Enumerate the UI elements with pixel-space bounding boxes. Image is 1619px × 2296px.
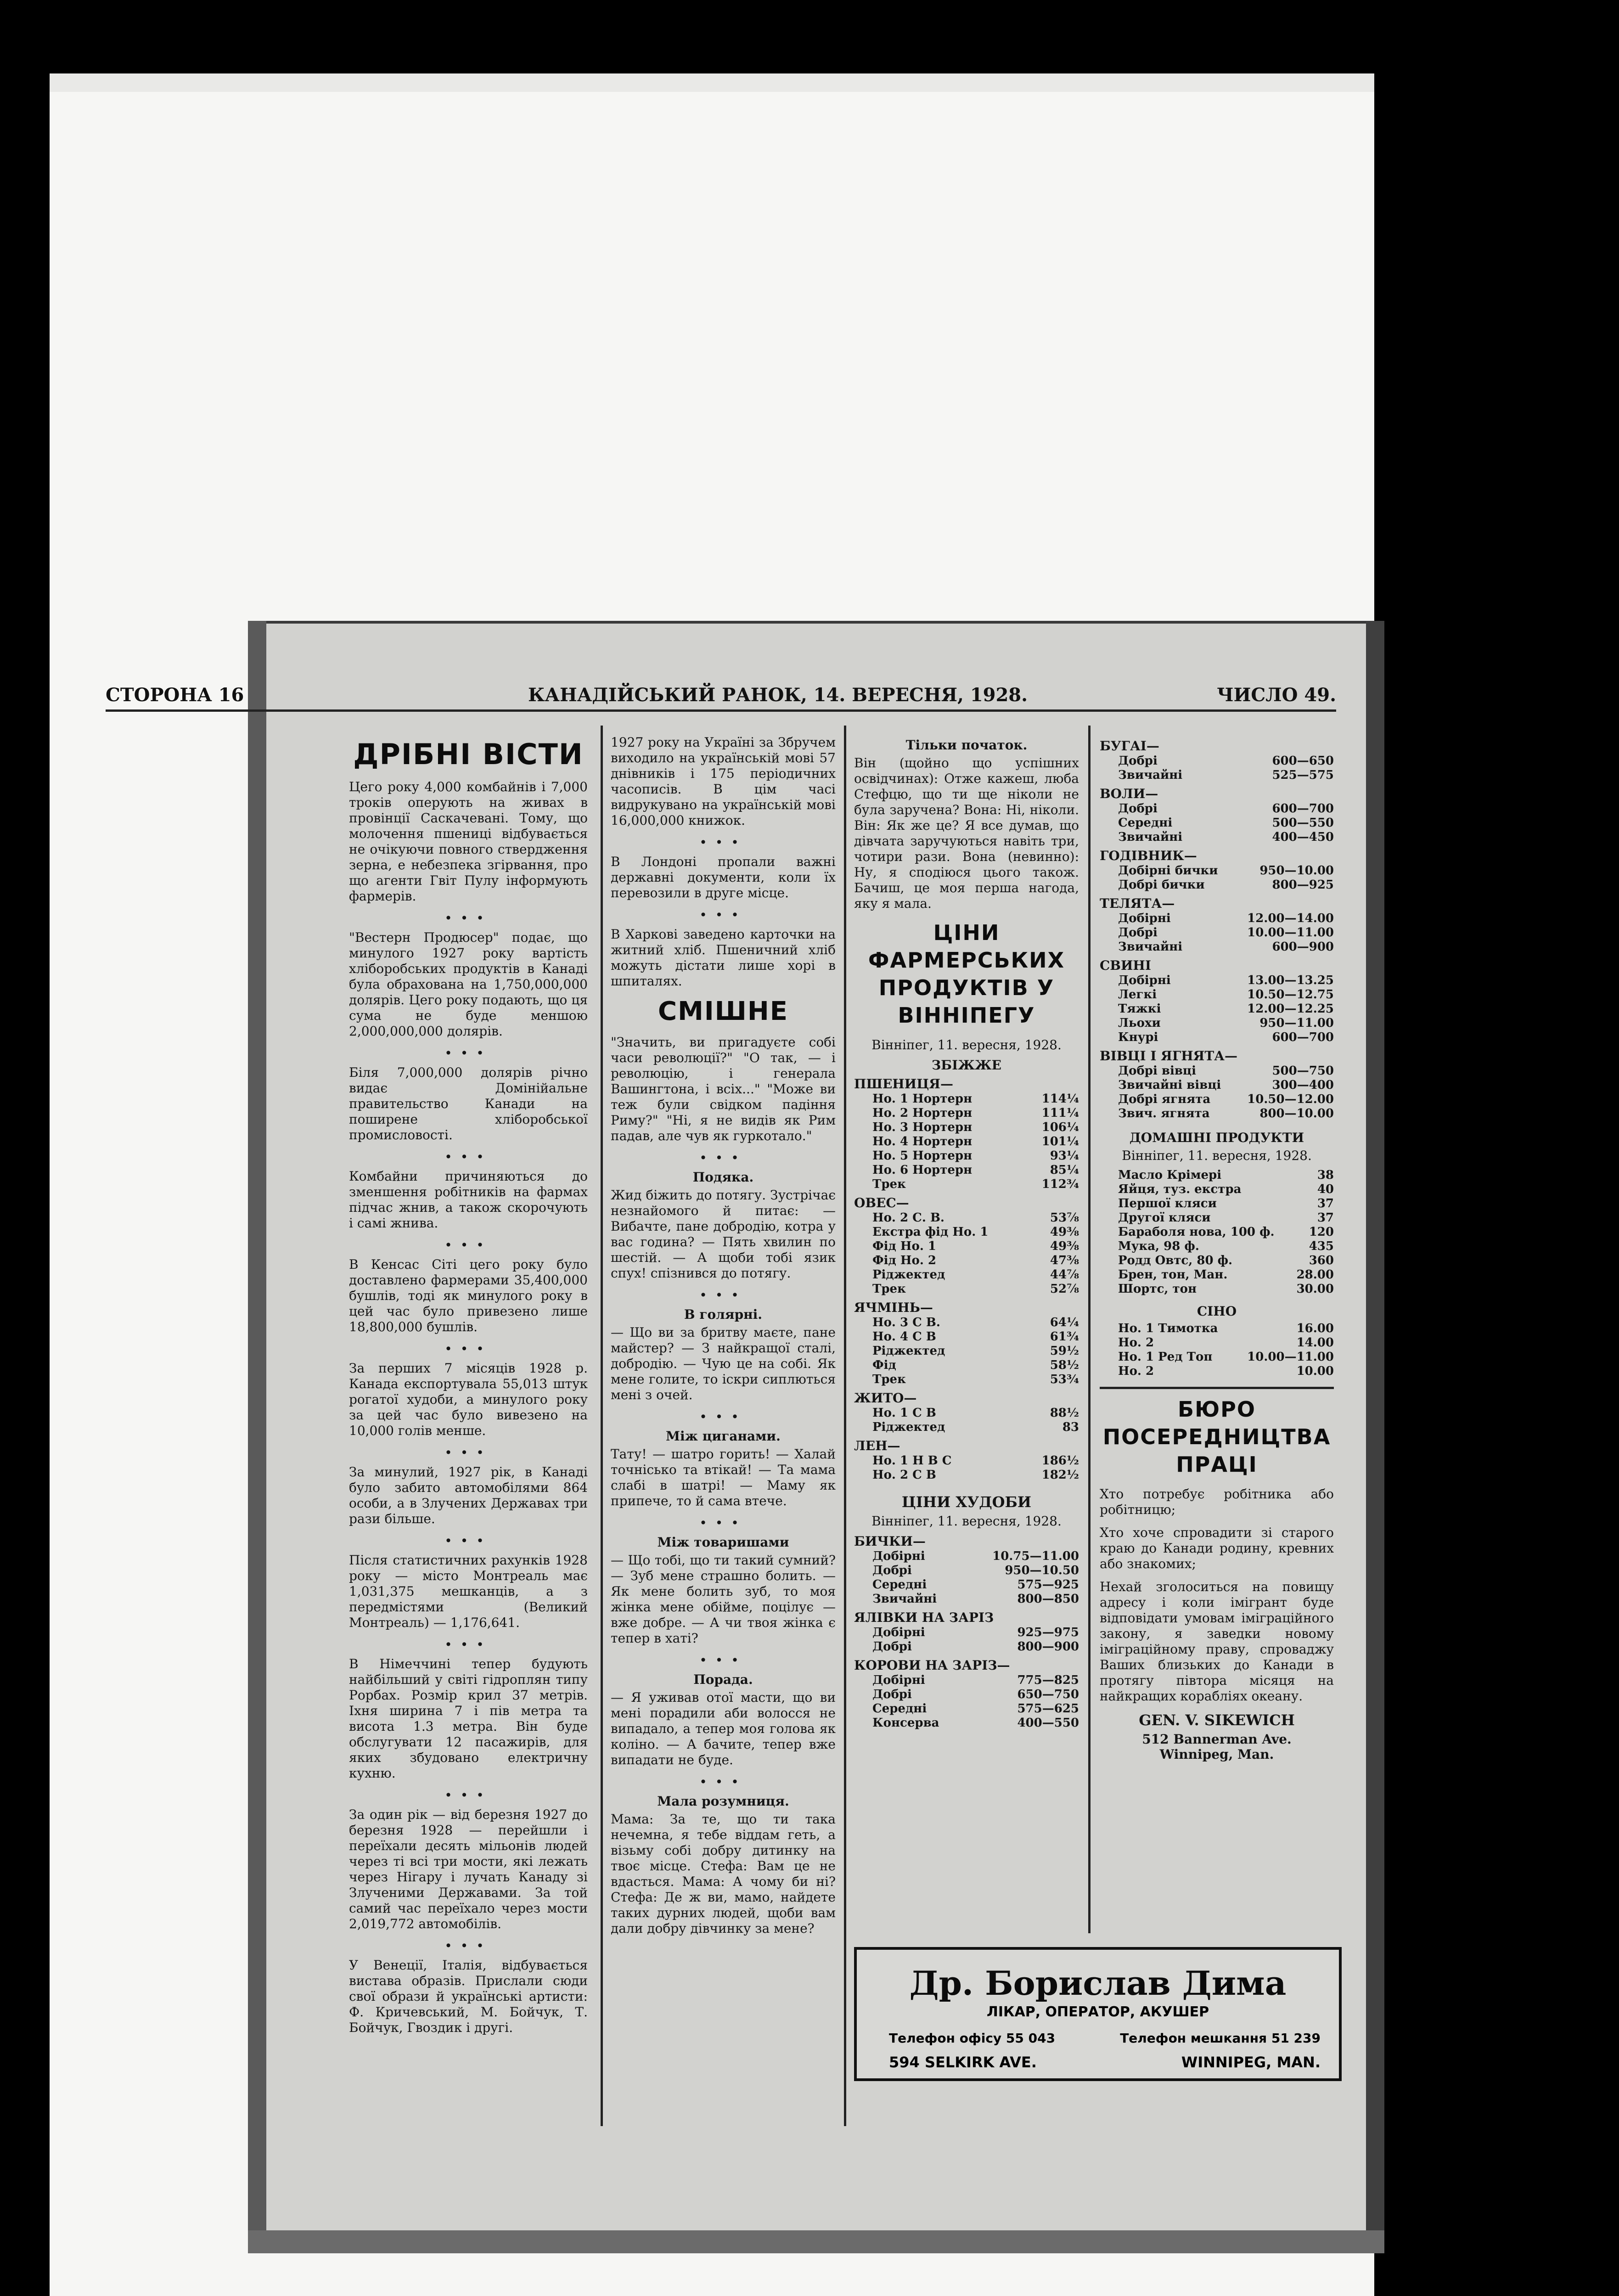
price-row xyxy=(1100,1197,1334,1211)
separator: ••• xyxy=(444,1637,492,1652)
news-item: В Харкові заведено карточки на житний хліб. Пшеничний хліб можуть дістати лише хорі в шпиталях. xyxy=(611,927,836,989)
price-row xyxy=(854,1420,1079,1435)
price-row xyxy=(854,1406,1079,1420)
price-item: Ріджектед xyxy=(872,1420,945,1434)
price-row xyxy=(1100,1282,1334,1296)
price-value: 47⅜ xyxy=(1050,1254,1079,1267)
price-row xyxy=(1100,1225,1334,1239)
price-row xyxy=(854,1344,1079,1358)
price-value: 30.00 xyxy=(1296,1282,1334,1296)
separator: ••• xyxy=(699,1774,747,1790)
price-value: 49⅜ xyxy=(1050,1239,1079,1253)
price-value: 10.75—11.00 xyxy=(992,1549,1079,1563)
signature-address: 512 Bannerman Ave. xyxy=(1142,1732,1292,1747)
grain-prices xyxy=(854,1076,1079,1482)
price-value: 37 xyxy=(1317,1211,1334,1225)
price-item: Но. 1 Тимотка xyxy=(1118,1322,1218,1335)
price-row xyxy=(854,1177,1079,1192)
price-item: Добрі вівці xyxy=(1118,1064,1197,1078)
newspaper-title: КАНАДІЙСЬКИЙ РАНОК, 14. ВЕРЕСНЯ, 1928. xyxy=(528,684,1028,706)
price-value: 525—575 xyxy=(1272,768,1334,782)
signature-city: Winnipeg, Man. xyxy=(1159,1747,1274,1762)
price-value: 925—975 xyxy=(1017,1626,1079,1639)
price-category: ОВЕС— xyxy=(854,1195,909,1210)
masthead-rule xyxy=(106,709,1336,712)
price-item: Но. 1 С В xyxy=(872,1406,936,1420)
news-item: За перших 7 місяців 1928 р. Канада експортувала 55,013 штук рогатої худоби, а минулого року за цей час було вивезено на 10,000 голів менше. xyxy=(349,1361,588,1438)
price-item: Мука, 98 ф. xyxy=(1118,1239,1199,1253)
price-item: Трек xyxy=(872,1373,906,1386)
price-item: Звичайні xyxy=(872,1592,937,1606)
price-value: 49⅜ xyxy=(1050,1225,1079,1239)
page-shadow-right xyxy=(1366,621,1384,2253)
price-item: Добрі xyxy=(872,1688,912,1701)
price-row xyxy=(854,1688,1079,1702)
price-value: 93¼ xyxy=(1050,1149,1079,1163)
price-row xyxy=(1100,1336,1334,1350)
price-item: Тяжкі xyxy=(1118,1002,1161,1016)
separator: ••• xyxy=(444,911,492,926)
price-row xyxy=(1100,974,1334,988)
price-item: Консерва xyxy=(872,1716,939,1730)
price-row xyxy=(854,1282,1079,1296)
joke-text: Тату! — шатро горить! — Халай точнісько та втікай! — Та мама слабі в шатрі! — Маму як припече, то й сама втече. xyxy=(611,1446,836,1508)
price-row xyxy=(854,1640,1079,1654)
price-category: ЛЕН— xyxy=(854,1438,900,1453)
price-category: ВОЛИ— xyxy=(1100,786,1158,801)
price-value: 775—825 xyxy=(1017,1673,1079,1687)
price-row xyxy=(854,1225,1079,1239)
news-item: Цего року 4,000 комбайнів і 7,000 троків оперують на живах в провінції Саскачевані. Тому, що молочення пшениці відбувається не очікуючи повного ствердження зерна, е небезпека згірвання, про що агенти Гвіт Пулу інформують фармерів. xyxy=(349,779,588,904)
heading-funny: СМІШНЕ xyxy=(658,996,788,1026)
price-value: 64¼ xyxy=(1050,1316,1079,1329)
price-row xyxy=(1100,1016,1334,1030)
cattle-title: ЦІНИ ХУДОБИ xyxy=(901,1493,1032,1511)
joke-title: Тільки початок. xyxy=(905,737,1028,753)
price-item: Но. 2 С В xyxy=(872,1468,936,1482)
price-value: 37 xyxy=(1317,1197,1334,1210)
price-item: Брен, тон, Ман. xyxy=(1118,1268,1228,1282)
column-farm-prices xyxy=(854,735,1079,1730)
price-value: 600—700 xyxy=(1272,1030,1334,1044)
price-value: 10.50—12.75 xyxy=(1247,988,1334,1002)
price-item: Добрі xyxy=(1118,926,1158,940)
price-row xyxy=(854,1454,1079,1468)
bureau-text: Нехай зголоситься на повищу адресу і коли імігрант буде відповідати умовам іміграційного закону, я заведки новому іміграційному праву, спроваджу Ваших близьких до Канади в протягу півтора місяця на найкращих корабліях океану. xyxy=(1100,1579,1334,1704)
price-value: 650—750 xyxy=(1017,1688,1079,1701)
home-products-title: ДОМАШНІ ПРОДУКТИ xyxy=(1129,1130,1304,1145)
price-value: 400—550 xyxy=(1017,1716,1079,1730)
price-value: 59½ xyxy=(1050,1344,1079,1358)
column-news-and-jokes xyxy=(611,735,836,1944)
price-item: Добрі бички xyxy=(1118,878,1205,892)
price-item: Ріджектед xyxy=(872,1268,945,1282)
joke-title: Між циганами. xyxy=(666,1429,781,1444)
price-value: 600—650 xyxy=(1272,754,1334,768)
news-item: В Німеччині тепер будують найбільший у світі гідроплян типу Рорбах. Розмір крил 37 метрів. Іхня ширина 7 і пів метра та висота 1.3 метра. Він буде обслугувати 12 пасажирів, для яких збудовано електричну кухню. xyxy=(349,1656,588,1781)
price-value: 10.00—11.00 xyxy=(1247,926,1334,940)
price-item: Родд Овтс, 80 ф. xyxy=(1118,1254,1233,1267)
price-row xyxy=(854,1578,1079,1592)
hay-title: СІНО xyxy=(1197,1304,1237,1319)
joke-title: Між товаришами xyxy=(657,1535,789,1550)
price-item: Першої кляси xyxy=(1118,1197,1217,1210)
home-product-prices xyxy=(1100,1168,1334,1296)
price-value: 10.50—12.00 xyxy=(1247,1092,1334,1106)
price-row xyxy=(1100,802,1334,816)
hay-prices xyxy=(1100,1322,1334,1379)
price-item: Трек xyxy=(872,1177,906,1191)
separator: ••• xyxy=(699,1653,747,1668)
price-item: Шортс, тон xyxy=(1118,1282,1197,1296)
joke-title: Мала розумниця. xyxy=(657,1794,789,1809)
price-item: Но. 1 Ред Топ xyxy=(1118,1350,1213,1364)
price-value: 28.00 xyxy=(1296,1268,1334,1282)
price-value: 83 xyxy=(1062,1420,1079,1434)
price-item: Но. 5 Нортерн xyxy=(872,1149,973,1163)
price-row xyxy=(854,1716,1079,1730)
price-value: 16.00 xyxy=(1296,1322,1334,1335)
price-item: Но. 2 С. В. xyxy=(872,1211,944,1225)
price-item: Льохи xyxy=(1118,1016,1161,1030)
price-category: ГОДІВНИК— xyxy=(1100,848,1197,863)
column-small-news xyxy=(349,735,588,2043)
joke-text: — Я уживав отої масти, що ви мені порадили аби волосся не випадало, а тепер моя голова як коліно. — А бачите, тепер вже випадати не буде. xyxy=(611,1690,836,1767)
news-item: У Венеції, Італія, відбувається вистава образів. Прислали сюди свої образи й українські артисти: Ф. Кричевський, М. Бойчук, Т. Бойчук, Гвоздик і другі. xyxy=(349,1958,588,2035)
column-rule-3 xyxy=(1088,726,1091,1933)
price-category: КОРОВИ НА ЗАРІЗ— xyxy=(854,1658,1010,1673)
price-item: Фід xyxy=(872,1358,896,1372)
price-item: Яйця, туз. екстра xyxy=(1118,1182,1242,1196)
price-value: 360 xyxy=(1309,1254,1334,1267)
bureau-text: Хто хоче спровадити зі старого краю до Канади родину, кревних або знакомих; xyxy=(1100,1525,1334,1571)
price-value: 500—550 xyxy=(1272,816,1334,830)
price-row xyxy=(1100,1239,1334,1254)
price-value: 14.00 xyxy=(1296,1336,1334,1350)
price-item: Другої кляси xyxy=(1118,1211,1211,1225)
price-row xyxy=(1100,1350,1334,1364)
price-value: 53¾ xyxy=(1050,1373,1079,1386)
price-value: 800—850 xyxy=(1017,1592,1079,1606)
separator: ••• xyxy=(444,1445,492,1460)
price-item: Но. 3 С В. xyxy=(872,1316,940,1329)
price-item: Но. 1 Нортерн xyxy=(872,1092,973,1106)
price-value: 10.00 xyxy=(1296,1364,1334,1378)
price-row xyxy=(854,1358,1079,1373)
price-row xyxy=(854,1564,1079,1578)
price-value: 800—900 xyxy=(1017,1640,1079,1654)
price-row xyxy=(854,1702,1079,1716)
price-value: 88½ xyxy=(1050,1406,1079,1420)
price-item: Добірні xyxy=(872,1549,925,1563)
price-row xyxy=(854,1626,1079,1640)
price-row xyxy=(854,1592,1079,1606)
price-value: 600—700 xyxy=(1272,802,1334,816)
price-value: 40 xyxy=(1317,1182,1334,1196)
price-row xyxy=(1100,1182,1334,1197)
price-value: 400—450 xyxy=(1272,830,1334,844)
price-row xyxy=(854,1549,1079,1564)
price-value: 13.00—13.25 xyxy=(1247,974,1334,987)
price-row xyxy=(1100,940,1334,954)
price-row xyxy=(1100,1211,1334,1225)
separator: ••• xyxy=(444,1149,492,1165)
masthead xyxy=(106,684,1336,706)
news-item: В Лондоні пропали важні державні документи, коли їх перевозили в друге місце. xyxy=(611,854,836,900)
price-item: Добірні xyxy=(872,1673,925,1687)
price-item: Бараболя нова, 100 ф. xyxy=(1118,1225,1275,1239)
price-item: Кнурі xyxy=(1118,1030,1158,1044)
price-row xyxy=(1100,1322,1334,1336)
price-row xyxy=(1100,1107,1334,1121)
column-rule-1 xyxy=(601,726,603,2126)
price-row xyxy=(1100,816,1334,830)
price-row xyxy=(1100,768,1334,782)
price-value: 300—400 xyxy=(1272,1078,1334,1092)
price-row xyxy=(854,1673,1079,1688)
price-category: ПШЕНИЦЯ— xyxy=(854,1076,953,1092)
price-value: 800—925 xyxy=(1272,878,1334,892)
price-item: Добрі ягнята xyxy=(1118,1092,1211,1106)
price-value: 61¾ xyxy=(1050,1330,1079,1344)
price-category: СВИНІ xyxy=(1100,958,1151,973)
doctor-advertisement xyxy=(854,1947,1342,2081)
price-value: 500—750 xyxy=(1272,1064,1334,1078)
separator: ••• xyxy=(444,1938,492,1953)
price-value: 575—925 xyxy=(1017,1578,1079,1592)
joke-title: Подяка. xyxy=(692,1170,754,1185)
price-value: 186½ xyxy=(1041,1454,1079,1468)
price-value: 52⅞ xyxy=(1050,1282,1079,1296)
price-value: 111¼ xyxy=(1041,1106,1079,1120)
price-value: 58½ xyxy=(1050,1358,1079,1372)
price-row xyxy=(854,1316,1079,1330)
price-row xyxy=(854,1468,1079,1482)
price-row xyxy=(854,1254,1079,1268)
price-row xyxy=(854,1135,1079,1149)
price-category: ТЕЛЯТА— xyxy=(1100,896,1175,911)
page-number: СТОРОНА 16 xyxy=(106,684,244,706)
page-shadow-bottom xyxy=(248,2230,1384,2253)
price-value: 10.00—11.00 xyxy=(1247,1350,1334,1364)
section-rule xyxy=(1100,1387,1334,1389)
price-row xyxy=(854,1211,1079,1225)
signature-name: GEN. V. SIKEWICH xyxy=(1139,1711,1295,1729)
price-row xyxy=(854,1239,1079,1254)
price-item: Добрі xyxy=(872,1564,912,1577)
page-shadow-left xyxy=(248,621,266,2253)
price-item: Звичайні xyxy=(1118,940,1183,954)
price-value: 12.00—14.00 xyxy=(1247,912,1334,925)
price-value: 182½ xyxy=(1041,1468,1079,1482)
news-item: "Вестерн Продюсер" подає, що минулого 1927 року вартість хліборобських продуктів в Канаді була обрахована на 1,750,000,000 долярів. Цего року подають, що ця сума не буде меншою 2,000,000,000 долярів. xyxy=(349,930,588,1039)
cattle-prices xyxy=(854,1534,1079,1730)
price-value: 44⅞ xyxy=(1050,1268,1079,1282)
price-row xyxy=(1100,988,1334,1002)
price-item: Трек xyxy=(872,1282,906,1296)
price-value: 101¼ xyxy=(1041,1135,1079,1148)
price-value: 106¼ xyxy=(1041,1120,1079,1134)
price-row xyxy=(854,1120,1079,1135)
price-item: Звичайні xyxy=(1118,768,1183,782)
price-row xyxy=(854,1373,1079,1387)
home-phone: Телефон мешкання 51 239 xyxy=(1120,2031,1321,2046)
price-item: Легкі xyxy=(1118,988,1157,1002)
price-category: БИЧКИ— xyxy=(854,1534,926,1549)
separator: ••• xyxy=(699,835,747,850)
heading-labor-bureau: БЮРО ПОСЕРЕДНИЦТВА ПРАЦІ xyxy=(1102,1397,1331,1477)
price-row xyxy=(854,1163,1079,1177)
price-value: 85¼ xyxy=(1050,1163,1079,1177)
price-item: Добірні бички xyxy=(1118,864,1218,878)
livestock-prices xyxy=(1100,738,1334,1121)
news-item: 1927 року на Україні за Збручем виходило на українській мові 57 днівників і 175 періодичних часописів. В цім часі видрукувано на українській мові 16,000,000 книжок. xyxy=(611,735,836,828)
separator: ••• xyxy=(699,907,747,923)
price-item: Звичайні xyxy=(1118,830,1183,844)
separator: ••• xyxy=(699,1150,747,1165)
price-item: Середні xyxy=(872,1702,927,1716)
separator: ••• xyxy=(444,1788,492,1803)
price-value: 575—625 xyxy=(1017,1702,1079,1716)
price-row xyxy=(1100,1092,1334,1107)
price-item: Добрі xyxy=(1118,802,1158,816)
news-item: В Кенсас Сіті цего року було доставлено фармерами 35,400,000 бушлів, тоді як минулого року в цей час було привезено лише 18,800,000 бушлів. xyxy=(349,1257,588,1334)
separator: ••• xyxy=(699,1409,747,1424)
price-item: Но. 4 Нортерн xyxy=(872,1135,973,1148)
price-value: 600—900 xyxy=(1272,940,1334,954)
price-value: 950—10.00 xyxy=(1259,864,1334,878)
joke-text: "Значить, ви пригадуєте собі часи революції?" "О так, — і революцію, і генерала Вашингтона, і всіх..." "Може ви теж були свідком падіння Риму?" "Ні, я не видів як Рим падав, але чув як гуркотало." xyxy=(611,1035,836,1143)
price-item: Добірні xyxy=(1118,912,1171,925)
price-row xyxy=(854,1092,1079,1106)
price-row xyxy=(854,1268,1079,1282)
price-value: 120 xyxy=(1309,1225,1334,1239)
joke-title: В голярні. xyxy=(684,1307,763,1322)
ad-city: WINNIPEG, MAN. xyxy=(1181,2054,1321,2071)
price-row xyxy=(1100,754,1334,768)
news-item: Біля 7,000,000 долярів річно видає Домінійальне правительство Канади на поширене хліборобської промисловості. xyxy=(349,1065,588,1142)
price-item: Добірні xyxy=(872,1626,925,1639)
joke-text: Мама: За те, що ти така нечемна, я тебе віддам геть, а візьму собі добру дитинку на твоє місце. Стефа: Вам це не вдасться. Мама: А чому би ні? Стефа: Де ж ви, мамо, найдете таких дурних людей, щоби вам дали добру дівчинку за мене? xyxy=(611,1812,836,1936)
price-item: Но. 2 xyxy=(1118,1364,1154,1378)
joke-text: Він (щойно що успішних освідчинах): Отже кажеш, люба Стефцю, що ти ще ніколи не була заручена? Вона: Ні, ніколи. Він: Як же це? Я все думав, що дівчата заручуються навіть три, чотири рази. Вона (невинно): Ну, я сподіюся цього також. Бачиш, це моя перша нагода, яку я мала. xyxy=(854,755,1079,911)
news-item: За один рік — від березня 1927 до березня 1928 — перейшли і переїхали десять мільонів людей через ті всі три мости, які лежать через Нігару і лучать Канаду зі Злученими Державами. За той самий час переїхало через мости 2,019,772 автомобілів. xyxy=(349,1807,588,1931)
price-row xyxy=(1100,1064,1334,1078)
price-category: БУГАІ— xyxy=(1100,738,1159,754)
price-row xyxy=(854,1330,1079,1344)
news-item: Комбайни причиняються до зменшення робітників на фармах підчас жнив, а також скорочують і самі жнива. xyxy=(349,1169,588,1231)
grain-title: ЗБІЖЖЕ xyxy=(931,1058,1002,1073)
price-row xyxy=(1100,926,1334,940)
joke-text: Жид біжить до потягу. Зустрічає незнайомого й питає: — Вибачте, пане добродію, котра у вас година? — Пять хвилин по шестій. — А щоби тобі язик спух! спізнився до потягу. xyxy=(611,1187,836,1281)
column-livestock-and-bureau xyxy=(1100,735,1334,1762)
price-category: ВІВЦІ І ЯГНЯТА— xyxy=(1100,1048,1237,1064)
separator: ••• xyxy=(699,1515,747,1531)
price-item: Добрі xyxy=(872,1640,912,1654)
price-item: Но. 1 Н В С xyxy=(872,1454,952,1468)
heading-small-news: ДРІБНІ ВІСТИ xyxy=(353,737,584,771)
price-value: 950—11.00 xyxy=(1259,1016,1334,1030)
price-category: ЖИТО— xyxy=(854,1390,917,1406)
price-value: 38 xyxy=(1317,1168,1334,1182)
price-item: Но. 3 Нортерн xyxy=(872,1120,973,1134)
joke-title: Порада. xyxy=(693,1672,753,1687)
column-rule-2 xyxy=(844,726,846,2126)
news-item: Після статистичних рахунків 1928 року — місто Монтреаль має 1,031,375 мешканців, а з передмістями (Великий Монтреаль) — 1,176,641. xyxy=(349,1553,588,1630)
price-item: Но. 6 Нортерн xyxy=(872,1163,973,1177)
price-item: Фід Но. 1 xyxy=(872,1239,937,1253)
price-row xyxy=(1100,1268,1334,1282)
price-item: Середні xyxy=(872,1578,927,1592)
price-item: Фід Но. 2 xyxy=(872,1254,937,1267)
price-value: 435 xyxy=(1309,1239,1334,1253)
price-row xyxy=(1100,1078,1334,1092)
price-row xyxy=(1100,1002,1334,1016)
film-edge xyxy=(50,73,1374,92)
price-row xyxy=(1100,864,1334,878)
price-row xyxy=(854,1149,1079,1163)
price-row xyxy=(1100,1030,1334,1045)
price-value: 800—10.00 xyxy=(1259,1107,1334,1120)
price-row xyxy=(1100,1254,1334,1268)
price-item: Звич. ягнята xyxy=(1118,1107,1210,1120)
doctor-name: Др. Борислав Дима xyxy=(909,1964,1287,2003)
issue-number: ЧИСЛО 49. xyxy=(1217,684,1336,706)
joke-text: — Що тобі, що ти такий сумний? — Зуб мене страшно болить. — Як мене болить зуб, то моя жінка мене обійме, поцілує — вже добре. — А чи твоя жінка є тепер в хаті? xyxy=(611,1553,836,1646)
office-phone: Телефон офісу 55 043 xyxy=(889,2031,1056,2046)
price-category: ЯЧМІНЬ— xyxy=(854,1300,933,1315)
bureau-text: Хто потребує робітника або робітницю; xyxy=(1100,1486,1334,1517)
price-value: 112¾ xyxy=(1041,1177,1079,1191)
separator: ••• xyxy=(444,1341,492,1356)
price-row xyxy=(1100,830,1334,844)
price-item: Середні xyxy=(1118,816,1173,830)
price-value: 12.00—12.25 xyxy=(1247,1002,1334,1016)
price-value: 950—10.50 xyxy=(1005,1564,1079,1577)
price-value: 114¼ xyxy=(1041,1092,1079,1106)
price-item: Ріджектед xyxy=(872,1344,945,1358)
news-item: За минулий, 1927 рік, в Канаді було забито автомобілями 864 особи, а в Злучених Державах три рази більше. xyxy=(349,1464,588,1526)
price-item: Но. 2 Нортерн xyxy=(872,1106,973,1120)
doctor-role: ЛІКАР, ОПЕРАТОР, АКУШЕР xyxy=(986,2004,1209,2020)
price-item: Екстра фід Но. 1 xyxy=(872,1225,989,1239)
separator: ••• xyxy=(699,1288,747,1303)
ad-address: 594 SELKIRK AVE. xyxy=(889,2054,1037,2071)
price-item: Масло Крімері xyxy=(1118,1168,1222,1182)
joke-text: — Що ви за бритву маєте, пане майстер? — З найкращої сталі, добродію. — Чую це на собі. Як мене голите, то іскри сиплються мені з очей. xyxy=(611,1325,836,1402)
price-item: Добірні xyxy=(1118,974,1171,987)
price-item: Звичайні вівці xyxy=(1118,1078,1221,1092)
price-value: 53⅞ xyxy=(1050,1211,1079,1225)
dateline: Вінніпег, 11. вересня, 1928. xyxy=(871,1037,1062,1052)
price-row xyxy=(1100,1168,1334,1182)
separator: ••• xyxy=(444,1533,492,1548)
separator: ••• xyxy=(444,1238,492,1253)
price-item: Но. 4 С В xyxy=(872,1330,936,1344)
dateline: Вінніпег, 11. вересня, 1928. xyxy=(871,1514,1062,1529)
price-row xyxy=(1100,878,1334,892)
price-row xyxy=(1100,1364,1334,1379)
heading-farm-prices: ЦІНИ ФАРМЕРСЬКИХ ПРОДУКТІВ У ВІННІПЕГУ xyxy=(868,920,1065,1028)
dateline: Вінніпег, 11. вересня, 1928. xyxy=(1122,1148,1312,1163)
price-row xyxy=(1100,912,1334,926)
price-row xyxy=(854,1106,1079,1120)
price-category: ЯЛІВКИ НА ЗАРІЗ xyxy=(854,1610,994,1625)
price-item: Но. 2 xyxy=(1118,1336,1154,1350)
separator: ••• xyxy=(444,1046,492,1061)
price-item: Добрі xyxy=(1118,754,1158,768)
